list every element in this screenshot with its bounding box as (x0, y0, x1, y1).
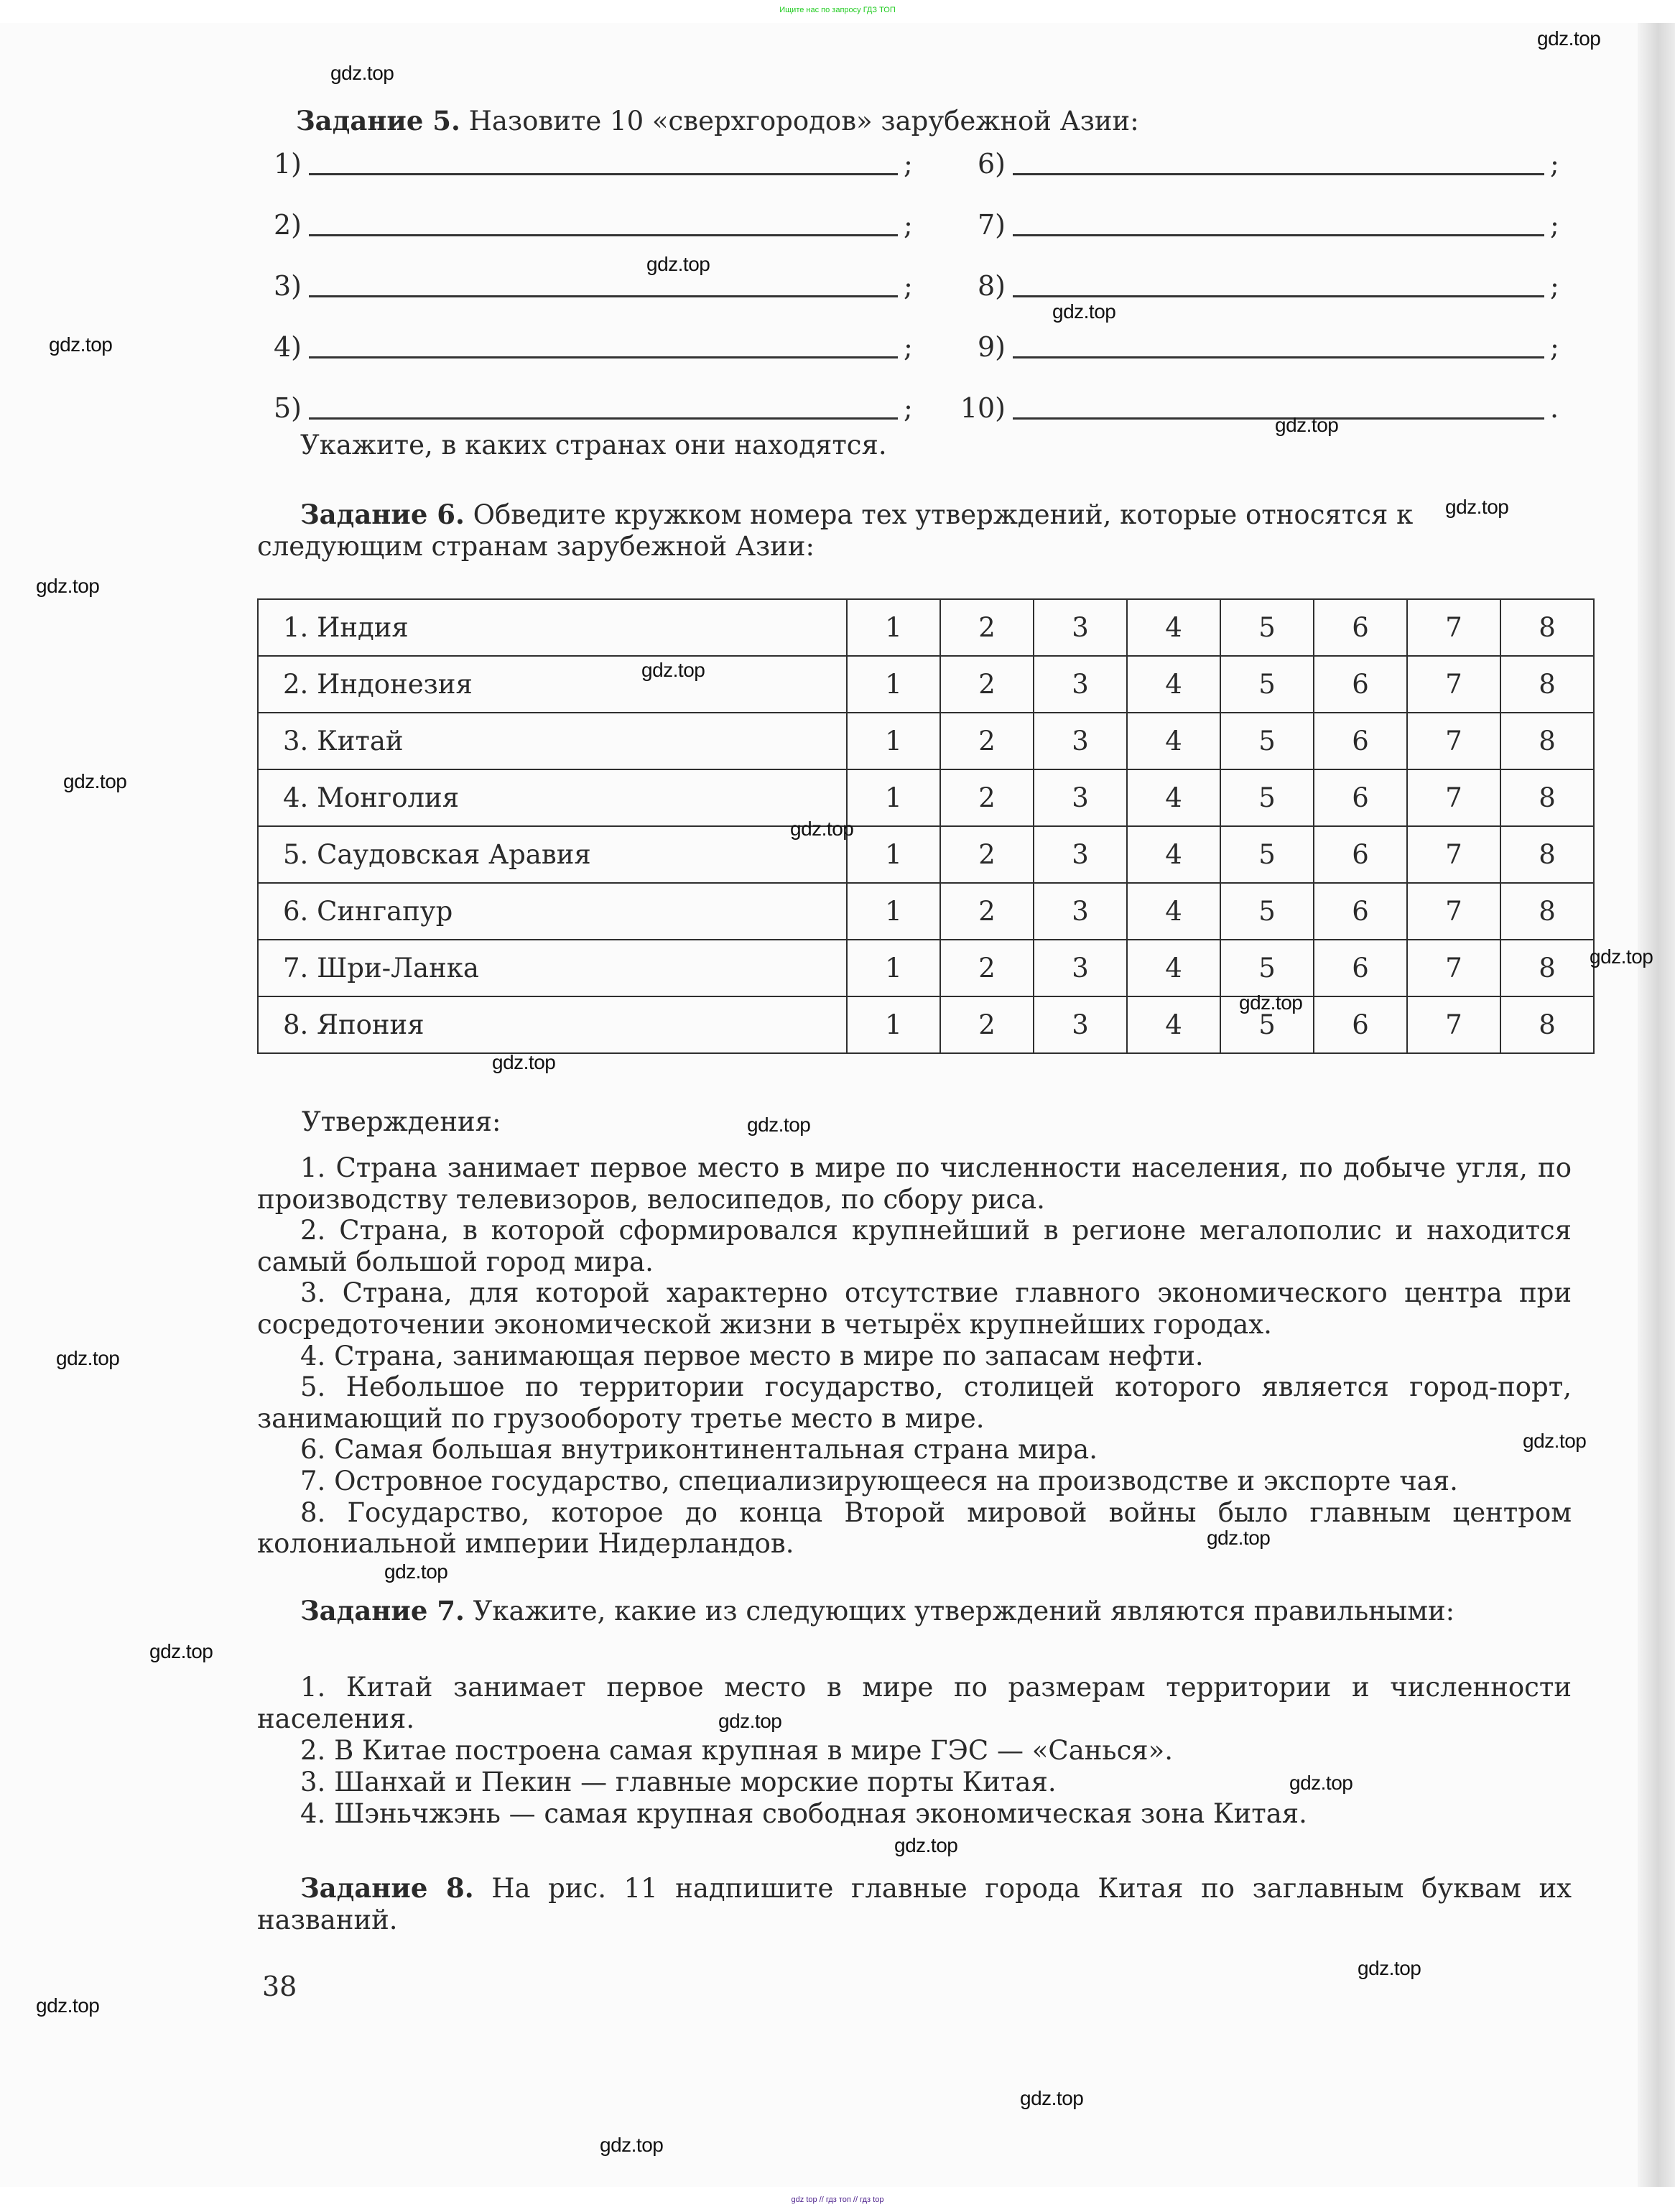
task5-blank-4[interactable] (273, 327, 918, 363)
watermark-text: gdz.top (1020, 2087, 1084, 2109)
watermark-text: gdz.top (384, 1560, 448, 1583)
statement-number-cell[interactable]: 5 (1220, 713, 1314, 769)
statement-number-cell[interactable]: 4 (1127, 996, 1220, 1053)
statement-number-cell[interactable]: 8 (1500, 940, 1594, 996)
watermark-text: gdz.top (646, 253, 710, 275)
statement-number-cell[interactable]: 2 (940, 656, 1034, 713)
statement-number-cell[interactable]: 4 (1127, 826, 1220, 883)
task5-blank-2[interactable] (273, 205, 918, 241)
statements-title: Утверждения: (302, 1106, 501, 1137)
blank-punct: ; (904, 331, 913, 363)
table-row (258, 940, 1594, 996)
statement-item: 6. Самая большая внутриконтинентальная страна мира. (300, 1434, 1098, 1466)
statement-number-cell[interactable]: 5 (1220, 996, 1314, 1053)
statement-number-cell[interactable]: 6 (1314, 883, 1407, 940)
statement-number-cell[interactable]: 6 (1314, 713, 1407, 769)
answer-line[interactable] (309, 330, 898, 358)
statement-number-cell[interactable]: 8 (1500, 883, 1594, 940)
blank-number: 5) (273, 392, 302, 424)
statement-number-cell[interactable]: 7 (1407, 599, 1500, 656)
answer-line[interactable] (309, 392, 898, 420)
statement-number-cell[interactable]: 3 (1034, 826, 1127, 883)
statement-number-cell[interactable]: 7 (1407, 996, 1500, 1053)
statement-item: 7. Островное государство, специализирующееся на производстве и экспорте чая. (300, 1465, 1458, 1496)
task7-statement-item: 1. Китай занимает первое место в мире по размерам территории и численности населения. (257, 1672, 1572, 1734)
task5-blank-5[interactable] (273, 388, 918, 424)
task5-blank-8[interactable] (948, 266, 1564, 302)
watermark-text: gdz.top (1239, 991, 1303, 1014)
statement-number-cell[interactable]: 7 (1407, 656, 1500, 713)
watermark-text: gdz.top (1590, 945, 1653, 968)
country-name: 4. Монголия (258, 769, 847, 826)
statement-item: 8. Государство, которое до конца Второй мировой войны было главным центром колониальной империи Нидерландов. (257, 1496, 1572, 1560)
statement-number-cell[interactable]: 4 (1127, 599, 1220, 656)
statement-number-cell[interactable]: 5 (1220, 940, 1314, 996)
blank-punct: . (1550, 392, 1559, 424)
statement-number-cell[interactable]: 8 (1500, 599, 1594, 656)
statement-number-cell[interactable]: 7 (1407, 769, 1500, 826)
bottom-banner-text: gdz top // гдз топ // гдз top (791, 2195, 884, 2204)
statement-number-cell[interactable]: 4 (1127, 656, 1220, 713)
blank-punct: ; (1550, 148, 1559, 180)
table-row (258, 713, 1594, 769)
statement-number-cell[interactable]: 1 (847, 826, 940, 883)
task8-lead: Задание 8. (300, 1872, 474, 1904)
statement-number-cell[interactable]: 1 (847, 656, 940, 713)
task8-heading (257, 1872, 1572, 1936)
statement-number-cell[interactable]: 8 (1500, 826, 1594, 883)
watermark-text: gdz.top (1207, 1527, 1271, 1549)
watermark-text: gdz.top (36, 575, 100, 597)
blank-punct: ; (904, 270, 913, 302)
statement-number-cell[interactable]: 3 (1034, 599, 1127, 656)
statement-number-cell[interactable]: 2 (940, 769, 1034, 826)
blank-number: 7) (977, 209, 1006, 241)
statement-number-cell[interactable]: 1 (847, 996, 940, 1053)
watermark-text: gdz.top (149, 1640, 213, 1662)
task7-statements (257, 1672, 1572, 1830)
statement-number-cell[interactable]: 7 (1407, 940, 1500, 996)
country-name: 2. Индонезия (258, 656, 847, 713)
statement-number-cell[interactable]: 4 (1127, 883, 1220, 940)
country-name: 3. Китай (258, 713, 847, 769)
statement-number-cell[interactable]: 3 (1034, 940, 1127, 996)
watermark-text: gdz.top (1537, 27, 1601, 50)
statement-number-cell[interactable]: 1 (847, 883, 940, 940)
task5-blank-10[interactable] (948, 388, 1564, 424)
blank-number: 10) (960, 392, 1006, 424)
task5-lead: Задание 5. (296, 105, 460, 136)
statement-number-cell[interactable]: 7 (1407, 713, 1500, 769)
statement-number-cell[interactable]: 8 (1500, 656, 1594, 713)
statement-number-cell[interactable]: 6 (1314, 940, 1407, 996)
statement-number-cell[interactable]: 7 (1407, 883, 1500, 940)
task5-text: Назовите 10 «сверхгородов» зарубежной Азии: (468, 106, 1139, 136)
page-binding-edge (1638, 23, 1675, 2187)
statement-number-cell[interactable]: 8 (1500, 713, 1594, 769)
blank-number: 9) (977, 331, 1006, 363)
top-banner-text: Ищите нас по запросу ГДЗ ТОП (779, 6, 896, 14)
watermark-text: gdz.top (1275, 414, 1339, 436)
task8-text: На рис. 11 надпишите главные города Китая по заглавным буквам их названий. (257, 1873, 1572, 1935)
statement-number-cell[interactable]: 3 (1034, 769, 1127, 826)
watermark-text: gdz.top (1445, 496, 1509, 518)
task7-heading (257, 1595, 1572, 1627)
task6-lead: Задание 6. (300, 499, 465, 530)
task7-statement-item: 4. Шэньчжэнь — самая крупная свободная экономическая зона Китая. (300, 1798, 1307, 1829)
watermark-text: gdz.top (600, 2134, 664, 2156)
country-name: 7. Шри-Ланка (258, 940, 847, 996)
watermark-text: gdz.top (56, 1347, 120, 1369)
watermark-text: gdz.top (492, 1051, 556, 1073)
blank-punct: ; (904, 148, 913, 180)
answer-line[interactable] (1013, 208, 1544, 236)
country-name: 1. Индия (258, 599, 847, 656)
table-row (258, 769, 1594, 826)
statement-number-cell[interactable]: 1 (847, 940, 940, 996)
statement-number-cell[interactable]: 2 (940, 599, 1034, 656)
statement-number-cell[interactable]: 3 (1034, 883, 1127, 940)
task6-heading (257, 499, 1572, 563)
task7-text: Укажите, какие из следующих утверждений являются правильными: (473, 1596, 1455, 1626)
task5-blank-9[interactable] (948, 327, 1564, 363)
statement-number-cell[interactable]: 5 (1220, 826, 1314, 883)
blank-punct: ; (904, 209, 913, 241)
blank-number: 3) (273, 270, 302, 302)
blank-number: 8) (977, 270, 1006, 302)
statement-number-cell[interactable]: 6 (1314, 656, 1407, 713)
statement-number-cell[interactable]: 6 (1314, 599, 1407, 656)
statement-item: 5. Небольшое по территории государство, столицей которого является город-порт, занимающий по грузообороту третье место в мире. (257, 1371, 1572, 1434)
statement-number-cell[interactable]: 7 (1407, 826, 1500, 883)
watermark-text: gdz.top (1052, 300, 1116, 323)
statement-number-cell[interactable]: 1 (847, 769, 940, 826)
statement-number-cell[interactable]: 1 (847, 599, 940, 656)
statement-number-cell[interactable]: 3 (1034, 656, 1127, 713)
watermark-text: gdz.top (790, 818, 854, 840)
statement-number-cell[interactable]: 1 (847, 713, 940, 769)
statement-number-cell[interactable]: 2 (940, 883, 1034, 940)
answer-line[interactable] (1013, 330, 1544, 358)
statement-number-cell[interactable]: 3 (1034, 996, 1127, 1053)
watermark-text: gdz.top (747, 1114, 811, 1136)
table-row (258, 883, 1594, 940)
task7-lead: Задание 7. (300, 1595, 465, 1626)
statement-number-cell[interactable]: 8 (1500, 769, 1594, 826)
statement-number-cell[interactable]: 5 (1220, 883, 1314, 940)
country-name: 5. Саудовская Аравия (258, 826, 847, 883)
statement-number-cell[interactable]: 5 (1220, 599, 1314, 656)
statement-number-cell[interactable]: 2 (940, 713, 1034, 769)
watermark-text: gdz.top (894, 1834, 958, 1856)
table-row (258, 656, 1594, 713)
watermark-text: gdz.top (36, 1994, 100, 2017)
task5-heading (296, 105, 1139, 137)
watermark-text: gdz.top (49, 333, 113, 356)
task6-text-line2: следующим странам зарубежной Азии: (257, 531, 815, 562)
statement-number-cell[interactable]: 4 (1127, 769, 1220, 826)
page-number: 38 (262, 1971, 297, 2002)
statement-number-cell[interactable]: 6 (1314, 996, 1407, 1053)
country-name: 8. Япония (258, 996, 847, 1053)
statement-number-cell[interactable]: 2 (940, 940, 1034, 996)
statement-number-cell[interactable]: 4 (1127, 713, 1220, 769)
task5-blank-7[interactable] (948, 205, 1564, 241)
answer-line[interactable] (309, 269, 898, 297)
task5-blank-1[interactable] (273, 144, 918, 180)
statement-number-cell[interactable]: 6 (1314, 769, 1407, 826)
top-banner (0, 0, 1675, 20)
blank-number: 2) (273, 209, 302, 241)
watermark-text: gdz.top (63, 770, 127, 792)
watermark-text: gdz.top (718, 1710, 782, 1732)
task6-text-line1: Обведите кружком номера тех утверждений, которые относятся к (473, 499, 1414, 530)
statement-number-cell[interactable]: 5 (1220, 656, 1314, 713)
statement-item: 2. Страна, в которой сформировался крупнейший в регионе мегалополис и находится самый большой город мира. (257, 1215, 1572, 1277)
statement-item: 4. Страна, занимающая первое место в мире по запасам нефти. (300, 1340, 1204, 1371)
blank-punct: ; (1550, 270, 1559, 302)
task5-followup: Укажите, в каких странах они находятся. (300, 430, 887, 461)
task7-statement-item: 2. В Китае построена самая крупная в мире ГЭС — «Санься». (300, 1735, 1174, 1766)
statement-number-cell[interactable]: 3 (1034, 713, 1127, 769)
blank-punct: ; (1550, 209, 1559, 241)
blank-punct: ; (1550, 331, 1559, 363)
statements-list (257, 1152, 1572, 1560)
table-row (258, 996, 1594, 1053)
table-row (258, 826, 1594, 883)
statement-item: 1. Страна занимает первое место в мире по численности населения, по добыче угля, по производству телевизоров, велосипедов, по сбору риса. (257, 1152, 1572, 1215)
blank-number: 4) (273, 331, 302, 363)
answer-line[interactable] (309, 147, 898, 175)
task5-blank-6[interactable] (948, 144, 1564, 180)
blank-punct: ; (904, 392, 913, 424)
statement-number-cell[interactable]: 8 (1500, 996, 1594, 1053)
blank-number: 1) (273, 148, 302, 180)
blank-number: 6) (977, 148, 1006, 180)
statement-number-cell[interactable]: 2 (940, 996, 1034, 1053)
statement-number-cell[interactable]: 5 (1220, 769, 1314, 826)
statement-number-cell[interactable]: 4 (1127, 940, 1220, 996)
answer-line[interactable] (1013, 147, 1544, 175)
task5-blank-3[interactable] (273, 266, 918, 302)
statement-number-cell[interactable]: 2 (940, 826, 1034, 883)
table-row (258, 599, 1594, 656)
watermark-text: gdz.top (1358, 1957, 1421, 1979)
statement-number-cell[interactable]: 6 (1314, 826, 1407, 883)
bottom-banner (0, 2188, 1675, 2212)
countries-statements-table (257, 598, 1595, 1054)
watermark-text: gdz.top (641, 659, 705, 681)
task7-statement-item: 3. Шанхай и Пекин — главные морские порты Китая. (300, 1767, 1057, 1797)
answer-line[interactable] (1013, 269, 1544, 297)
answer-line[interactable] (309, 208, 898, 236)
statement-item: 3. Страна, для которой характерно отсутствие главного экономического центра при сосредоточении экономической жизни в четырёх крупнейших городах. (257, 1277, 1572, 1340)
watermark-text: gdz.top (330, 62, 394, 84)
watermark-text: gdz.top (1523, 1430, 1587, 1452)
watermark-text: gdz.top (1289, 1772, 1353, 1794)
country-name: 6. Сингапур (258, 883, 847, 940)
